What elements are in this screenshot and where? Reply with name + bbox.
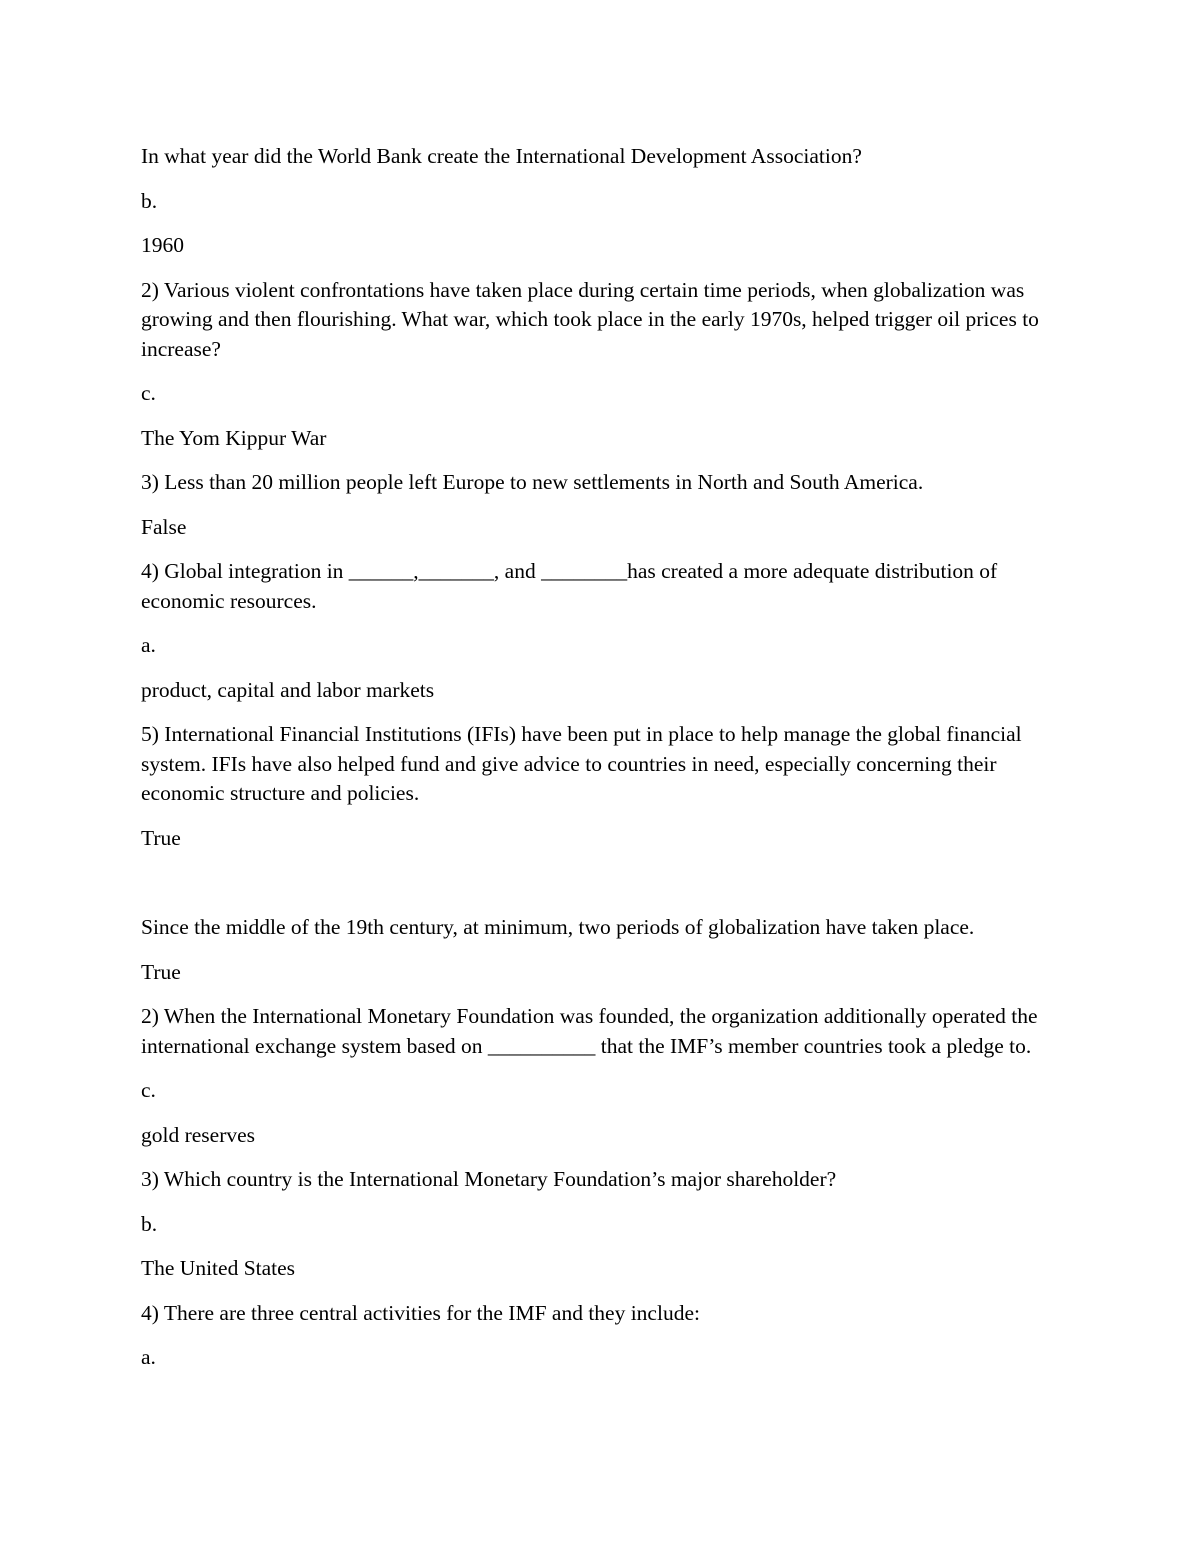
question-2: 2) Various violent confrontations have taken place during certain time periods, when globalization was growing and then flourishing. What war, which took place in the early 1970s, helped trigger oil prices to increase? (141, 277, 1039, 361)
question-5: 5) International Financial Institutions (IFIs) have been put in place to help manage the global financial system. IFIs have also helped fund and give advice to countries in need, especially concerning their economic structure and policies. (141, 722, 1022, 805)
answer-letter-1: b. (141, 188, 158, 213)
question-1: In what year did the World Bank create the International Development Association? (141, 144, 862, 168)
answer-text-1: 1960 (141, 233, 184, 257)
question-6: Since the middle of the 19th century, at minimum, two periods of globalization have taken place. (141, 915, 975, 939)
answer-letter-2: c. (141, 381, 156, 405)
question-4: 4) Global integration in ______,_______, and ________has created a more adequate distribution of economic resources. (141, 559, 998, 613)
answer-text-7: gold reserves (141, 1122, 256, 1147)
question-9: 4) There are three central activities for the IMF and they include: (141, 1300, 700, 1325)
section-spacer (141, 868, 1061, 913)
question-8: 3) Which country is the International Monetary Foundation’s major shareholder? (141, 1167, 837, 1191)
answer-letter-7: c. (141, 1078, 156, 1102)
question-3: 3) Less than 20 million people left Europe to new settlements in North and South America. (141, 470, 924, 494)
answer-text-3: False (141, 514, 187, 539)
answer-text-5: True (141, 825, 181, 850)
answer-letter-4: a. (141, 633, 156, 657)
answer-text-4: product, capital and labor markets (141, 677, 435, 702)
document-body (141, 142, 1061, 1388)
answer-letter-8: b. (141, 1211, 158, 1236)
answer-text-6: True (141, 959, 181, 984)
answer-text-2: The Yom Kippur War (141, 425, 327, 450)
answer-letter-9: a. (141, 1345, 156, 1369)
answer-text-8: The United States (141, 1256, 296, 1280)
question-7: 2) When the International Monetary Foundation was founded, the organization additionally operated the international exchange system based on __________ that the IMF’s member countries took a pledge to. (141, 1004, 1038, 1058)
